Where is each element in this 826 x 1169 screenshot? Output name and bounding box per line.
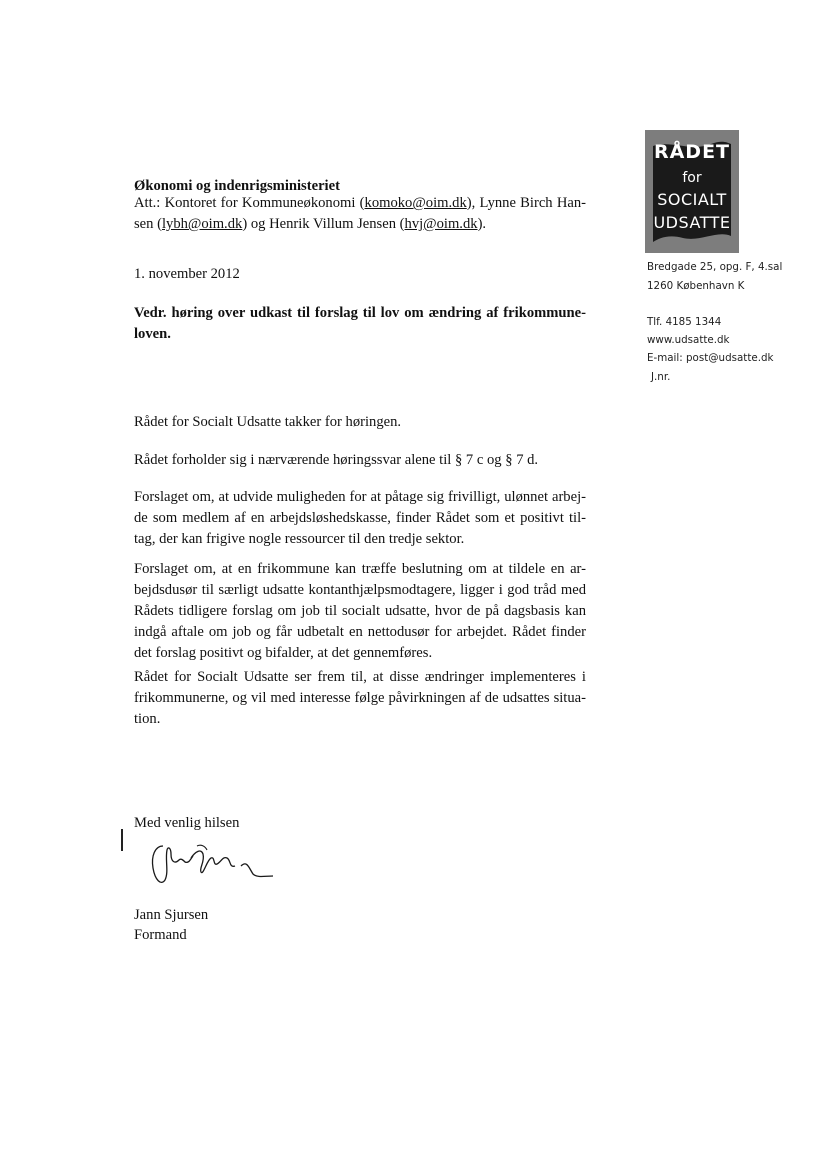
sender-jnr: J.nr.	[651, 371, 671, 383]
paragraph-3: Forslaget om, at udvide muligheden for at påtage sig frivilligt, ulønnet arbej- de som medlem af en arbejdsløshedskasse, finder Rådet som et positivt til- tag, der kan frigive nogle ressourcer til den tredje sektor.	[134, 489, 586, 547]
sender-address-2: 1260 København K	[647, 280, 745, 292]
sender-phone: Tlf. 4185 1344	[647, 316, 722, 328]
email-link-lybh[interactable]: lybh@oim.dk	[161, 216, 243, 232]
signatory-name: Jann Sjursen	[134, 907, 209, 923]
logo-line-4: UDSATTE	[653, 213, 731, 232]
paragraph-2: Rådet forholder sig i nærværende høringssvar alene til § 7 c og § 7 d.	[134, 452, 539, 468]
sender-email[interactable]: E-mail: post@udsatte.dk	[647, 352, 774, 364]
logo-line-1: RÅDET	[653, 141, 731, 163]
sender-address-1: Bredgade 25, opg. F, 4.sal	[647, 261, 783, 273]
paragraph-5: Rådet for Socialt Udsatte ser frem til, at disse ændringer implementeres i frikommunerne, og vil med interesse følge påvirkningen af de udsattes situa- tion.	[134, 669, 586, 727]
organization-logo	[645, 130, 739, 253]
paragraph-4: Forslaget om, at en frikommune kan træffe beslutning om at tildele en ar- bejdsdusør til særligt udsatte kontanthjælpsmodtagere, ligger i god tråd med Rådets tidligere forslag om job til socialt udsatte, hvor de på dagsbasis kan indgå aftale om job og får udbetalt en nettodusør for arbejdet. Rådet finder det forslag positivt og bifalder, at det gennemføres.	[134, 561, 586, 661]
email-link-komoko[interactable]: komoko@oim.dk	[364, 195, 467, 211]
sender-web[interactable]: www.udsatte.dk	[647, 334, 730, 346]
letter-date: 1. november 2012	[134, 266, 240, 282]
signatory-title: Formand	[134, 927, 187, 943]
subject: Vedr. høring over udkast til forslag til lov om ændring af frikommune- loven.	[134, 305, 586, 342]
email-link-hvj[interactable]: hvj@oim.dk	[404, 216, 478, 232]
logo-line-2: for	[682, 170, 702, 186]
recipient-org: Økonomi og indenrigsministeriet	[134, 178, 340, 194]
logo-line-3: SOCIALT	[657, 190, 727, 209]
closing: Med venlig hilsen	[134, 815, 240, 831]
signature-image	[145, 840, 280, 890]
paragraph-1: Rådet for Socialt Udsatte takker for høringen.	[134, 414, 402, 430]
margin-mark	[121, 829, 123, 851]
recipient-att: Att.: Kontoret for Kommuneøkonomi (komoko@oim.dk), Lynne Birch Han- sen (lybh@oim.dk) og Henrik Villum Jensen (hvj@oim.dk).	[134, 195, 587, 232]
